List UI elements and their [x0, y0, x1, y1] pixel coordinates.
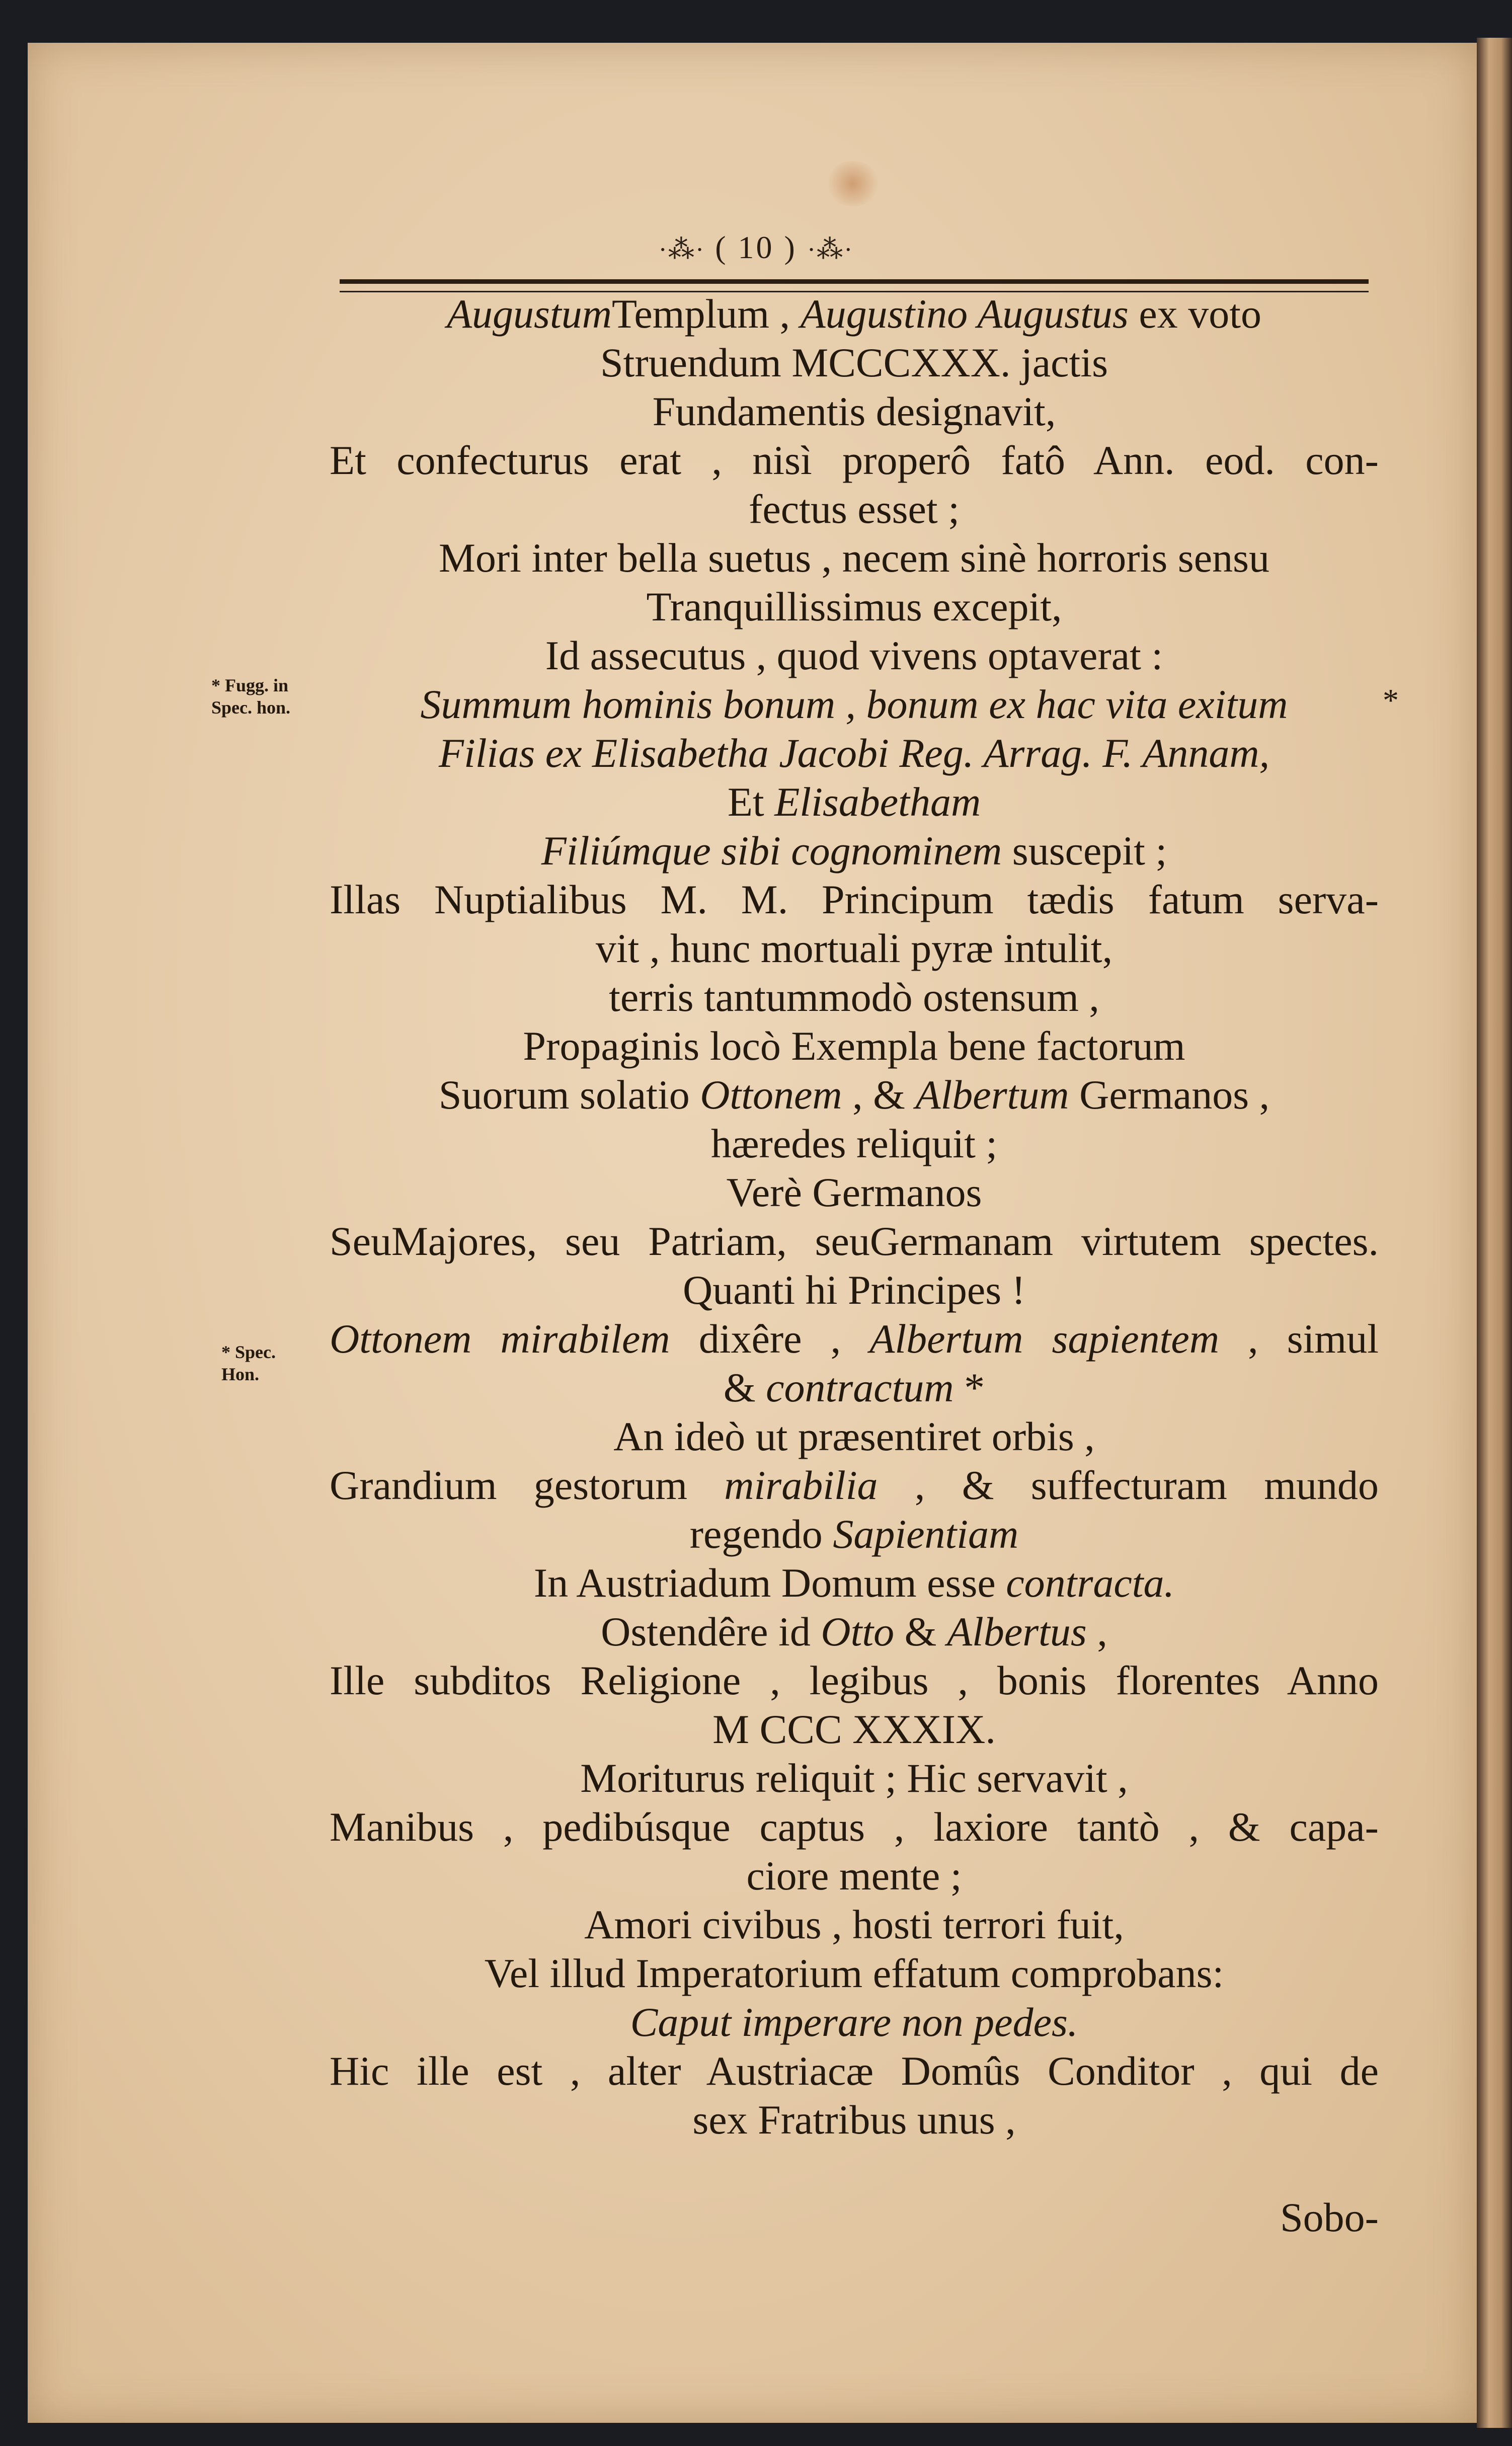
- text-segment: terris tantummodò ostensum ,: [609, 974, 1099, 1020]
- text-line: [330, 1168, 1379, 1217]
- margin-note-1-line-1: * Fugg. in: [211, 675, 289, 695]
- text-line: [330, 436, 1379, 485]
- text-line: [330, 1119, 1379, 1168]
- text-line: [330, 2095, 1379, 2144]
- text-segment: vit , hunc mortuali pyræ intulit,: [595, 925, 1113, 971]
- text-segment: Amori civibus , hosti terrori fuit,: [584, 1902, 1124, 1947]
- paper-stain: [825, 161, 881, 206]
- text-line: [330, 680, 1399, 729]
- text-line: [330, 2144, 1379, 2193]
- italic-segment: Albertum: [915, 1072, 1069, 1118]
- text-line: [330, 338, 1379, 387]
- text-segment: Et: [727, 779, 775, 825]
- italic-segment: contractum: [766, 1365, 954, 1410]
- text-segment: , & suffecturam mundo: [878, 1462, 1379, 1508]
- header-ornament-left: ·⁂·: [658, 235, 705, 264]
- italic-segment: Ottonem: [700, 1072, 842, 1118]
- italic-segment: Otto: [821, 1609, 895, 1654]
- text-segment: ex voto: [1128, 291, 1262, 337]
- margin-note-1: [211, 674, 290, 719]
- text-segment: Verè Germanos: [726, 1169, 982, 1215]
- text-segment: Sobo-: [1280, 2194, 1379, 2240]
- text-segment: Propaginis locò Exempla bene factorum: [523, 1023, 1185, 1069]
- text-segment: Moriturus reliquit ; Hic servavit ,: [580, 1755, 1128, 1801]
- text-line: [330, 2193, 1379, 2242]
- italic-segment: Albertus: [946, 1609, 1087, 1654]
- text-segment: suscepit ;: [1002, 828, 1167, 874]
- text-line: [330, 1998, 1379, 2046]
- text-segment: SeuMajores, seu Patriam, seuGermanam virtutem spectes.: [330, 1218, 1379, 1264]
- italic-segment: Filias ex Elisabetha Jacobi Reg. Arrag. F. Annam,: [438, 730, 1270, 776]
- margin-note-2: [221, 1341, 276, 1385]
- text-line: [330, 1461, 1379, 1510]
- text-segment: , &: [842, 1072, 916, 1118]
- italic-segment: Ottonem mirabilem: [330, 1316, 670, 1362]
- text-segment: An ideò ut præsentiret orbis ,: [613, 1413, 1095, 1459]
- text-segment: Quanti hi Principes !: [683, 1267, 1025, 1313]
- text-segment: M CCC XXXIX.: [712, 1706, 996, 1752]
- text-line: [330, 387, 1379, 436]
- text-line: [330, 289, 1379, 338]
- text-line: [330, 1217, 1379, 1266]
- text-line: [330, 533, 1379, 582]
- text-segment: Templum ,: [611, 291, 801, 337]
- text-segment: Struendum MCCCXXX. jactis: [600, 340, 1108, 385]
- text-segment: Suorum solatio: [438, 1072, 700, 1118]
- body-text: [330, 289, 1399, 2242]
- text-segment: Hic ille est , alter Austriacæ Domûs Conditor , qui de: [330, 2048, 1379, 2094]
- text-line: [330, 1656, 1379, 1705]
- text-line: [330, 485, 1379, 533]
- italic-segment: Filiúmque sibi cognominem: [541, 828, 1002, 874]
- italic-segment: Augustum: [446, 291, 612, 337]
- text-line: [330, 1412, 1379, 1461]
- text-segment: Id assecutus , quod vivens optaverat :: [545, 633, 1163, 678]
- text-segment: ,: [1086, 1609, 1107, 1654]
- text-segment: Tranquillissimus excepit,: [646, 584, 1062, 629]
- text-line: [330, 1754, 1379, 1802]
- text-line: [330, 729, 1379, 777]
- text-line: [330, 924, 1379, 973]
- text-segment: Manibus , pedibúsque captus , laxiore tantò , & capa-: [330, 1804, 1379, 1850]
- text-line: [330, 875, 1379, 924]
- page-header: [0, 229, 1512, 266]
- text-line: [330, 1802, 1379, 1851]
- italic-segment: Elisabetham: [774, 779, 981, 825]
- italic-segment: Albertum sapientem: [869, 1316, 1220, 1362]
- text-line: [330, 1266, 1379, 1314]
- italic-segment: Summum hominis bonum , bonum ex hac vita exitum: [420, 681, 1288, 727]
- text-segment: Et confecturus erat , nisì properô fatô Ann. eod. con-: [330, 437, 1379, 483]
- text-line: [330, 1021, 1379, 1070]
- margin-note-1-line-2: Spec. hon.: [211, 697, 291, 718]
- text-segment: Fundamentis designavit,: [652, 388, 1056, 434]
- text-segment: Germanos ,: [1069, 1072, 1270, 1118]
- italic-segment: Caput imperare non pedes.: [630, 1999, 1078, 2045]
- text-segment: *: [953, 1365, 985, 1410]
- italic-segment: mirabilia: [724, 1462, 878, 1508]
- margin-note-2-line-2: Hon.: [221, 1364, 260, 1384]
- text-segment: Mori inter bella suetus , necem sinè horroris sensu: [438, 535, 1269, 581]
- text-line: [330, 582, 1379, 631]
- text-line: [330, 1558, 1379, 1607]
- text-line: [330, 1705, 1379, 1754]
- text-line: [330, 826, 1379, 875]
- book-spine: [1477, 38, 1512, 2428]
- text-segment: Vel illud Imperatorium effatum comprobans:: [484, 1950, 1224, 1996]
- text-line: [330, 973, 1379, 1021]
- text-segment: fectus esset ;: [749, 486, 960, 532]
- text-line: [330, 1070, 1379, 1119]
- italic-segment: Augustino Augustus: [800, 291, 1129, 337]
- text-segment: Grandium gestorum: [330, 1462, 725, 1508]
- text-segment: dixêre ,: [670, 1316, 870, 1362]
- margin-note-2-line-1: * Spec.: [221, 1342, 276, 1362]
- text-segment: sex Fratribus unus ,: [692, 2097, 1016, 2143]
- text-segment: In Austriadum Domum esse: [533, 1560, 1006, 1606]
- text-segment: &: [894, 1609, 947, 1654]
- text-segment: Ostendêre id: [601, 1609, 821, 1654]
- text-segment: ciore mente ;: [746, 1853, 962, 1899]
- text-line: [330, 631, 1379, 680]
- text-line: [330, 1949, 1379, 1998]
- text-line: [330, 1851, 1379, 1900]
- text-segment: hæredes reliquit ;: [710, 1121, 998, 1166]
- text-segment: &: [723, 1365, 766, 1410]
- text-line: [330, 2046, 1379, 2095]
- text-segment: , simul: [1219, 1316, 1379, 1362]
- text-line: [330, 1363, 1379, 1412]
- text-line: [330, 1510, 1379, 1558]
- text-line: [330, 777, 1379, 826]
- italic-segment: contracta.: [1006, 1560, 1175, 1606]
- text-line: [330, 1607, 1379, 1656]
- text-segment: Illas Nuptialibus M. M. Principum tædis fatum serva-: [330, 877, 1379, 922]
- text-segment: Ille subditos Religione , legibus , bonis florentes Anno: [330, 1658, 1379, 1703]
- italic-segment: Sapientiam: [833, 1511, 1019, 1557]
- text-segment: regendo: [689, 1511, 833, 1557]
- text-line: [330, 1900, 1379, 1949]
- text-line: [330, 1314, 1379, 1363]
- header-ornament-right: ·⁂·: [807, 235, 854, 264]
- page-number: ( 10 ): [715, 229, 797, 265]
- footnote-star: *: [1383, 682, 1399, 718]
